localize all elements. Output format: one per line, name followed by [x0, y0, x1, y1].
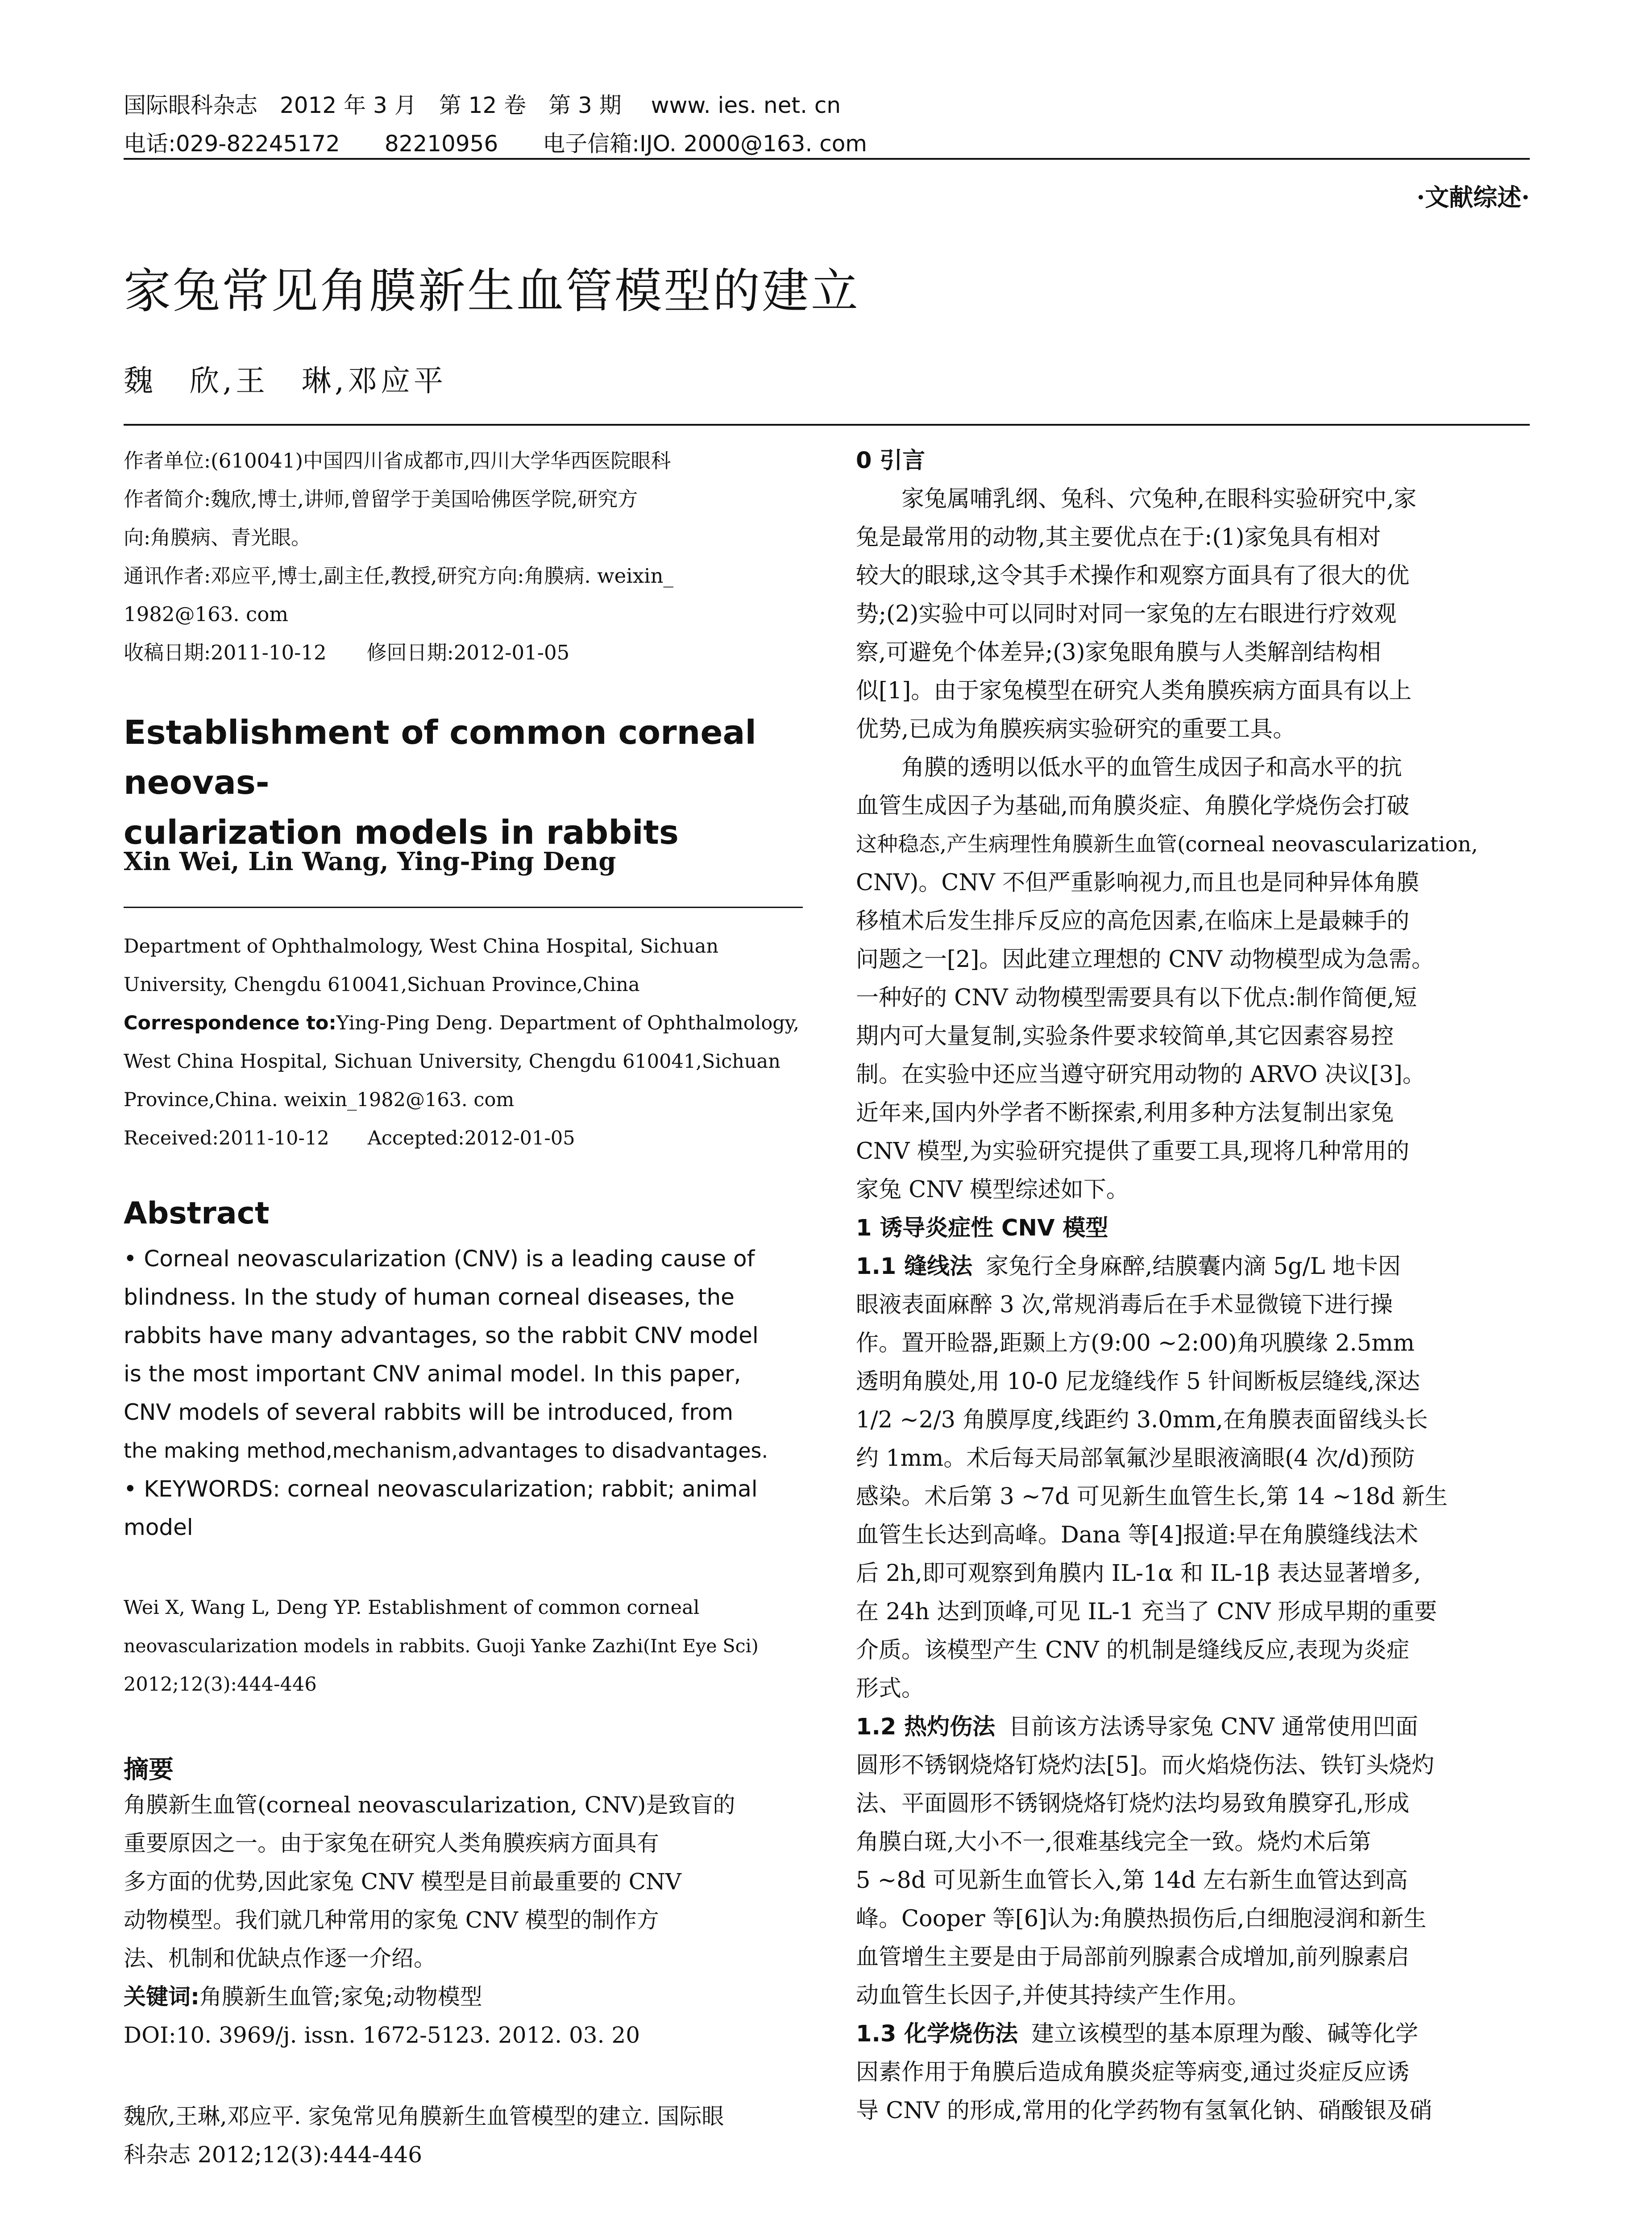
header-rule — [124, 158, 1530, 160]
english-title — [124, 708, 803, 858]
dept-line: University, Chengdu 610041,Sichuan Province,China — [124, 974, 640, 996]
citation-line: neovascularization models in rabbits. Guoji Yanke Zazhi(Int Eye Sci) — [124, 1635, 759, 1657]
dept-line: West China Hospital, Sichuan University, Chengdu 610041,Sichuan — [124, 1050, 780, 1073]
body-line: 血管生成因子为基础,而角膜炎症、角膜化学烧伤会打破 — [856, 793, 1410, 819]
body-line: 势;(2)实验中可以同时对同一家兔的左右眼进行疗效观 — [856, 601, 1397, 627]
chinese-abstract-heading: 摘要 — [124, 1755, 174, 1784]
body-line: 形式。 — [856, 1675, 925, 1702]
body-line: 法、平面圆形不锈钢烧烙钉烧灼法均易致角膜穿孔,形成 — [856, 1791, 1410, 1817]
english-title-line: cularization models in rabbits — [124, 813, 679, 852]
body-line: 制。在实验中还应当遵守研究用动物的 ARVO 决议[3]。 — [856, 1062, 1425, 1088]
chinese-abstract-body — [124, 1786, 803, 2054]
citation-line: 2012;12(3):444-446 — [124, 1673, 317, 1696]
section-heading-intro: 0 引言 — [856, 448, 926, 474]
body-line: 这种稳态,产生病理性角膜新生血管(corneal neovascularization, — [856, 832, 1478, 857]
english-title-line: Establishment of common corneal neovas- — [124, 713, 756, 802]
abstract-body — [124, 1240, 803, 1547]
doi-line: DOI:10. 3969/j. issn. 1672-5123. 2012. 03. 20 — [124, 2022, 640, 2048]
section-label: ·文献综述· — [1416, 183, 1530, 211]
abstract-line: rabbits have many advantages, so the rabbit CNV model — [124, 1323, 759, 1348]
abstract-line: the making method,mechanism,advantages to disadvantages. — [124, 1439, 768, 1463]
page-title: 家兔常见角膜新生血管模型的建立 — [124, 264, 860, 319]
body-line-text: 建立该模型的基本原理为酸、碱等化学 — [1031, 2021, 1419, 2047]
body-line: 感染。术后第 3 ~7d 可见新生血管生长,第 14 ~18d 新生 — [856, 1484, 1448, 1510]
body-line: 因素作用于角膜后造成角膜炎症等病变,通过炎症反应诱 — [856, 2059, 1410, 2086]
subsection-heading-1-1: 1.1 缝线法 — [856, 1253, 973, 1280]
zh-abstract-line: 重要原因之一。由于家兔在研究人类角膜疾病方面具有 — [124, 1830, 659, 1856]
subsection-heading-1-2: 1.2 热灼伤法 — [856, 1714, 996, 1740]
abstract-line: CNV models of several rabbits will be introduced, from — [124, 1399, 734, 1425]
keywords-text: 角膜新生血管;家兔;动物模型 — [199, 1984, 482, 2010]
body-line: 眼液表面麻醉 3 次,常规消毒后在手术显微镜下进行操 — [856, 1292, 1393, 1318]
zh-abstract-line: 角膜新生血管(corneal neovascularization, CNV)是致盲的 — [124, 1792, 735, 1818]
body-line: 在 24h 达到顶峰,可见 IL-1 充当了 CNV 形成早期的重要 — [856, 1599, 1437, 1625]
english-authors-rule — [124, 907, 803, 908]
body-line: 角膜的透明以低水平的血管生成因子和高水平的抗 — [901, 755, 1403, 781]
body-line: 较大的眼球,这令其手术操作和观察方面具有了很大的优 — [856, 563, 1410, 589]
keywords-line — [124, 1978, 803, 2016]
body-line: 透明角膜处,用 10-0 尼龙缝线作 5 针间断板层缝线,深达 — [856, 1368, 1420, 1395]
journal-info-line: 国际眼科杂志 2012 年 3 月 第 12 卷 第 3 期 www. ies. net. cn — [124, 92, 841, 118]
received-dates: Received:2011-10-12 Accepted:2012-01-05 — [124, 1127, 575, 1149]
abstract-line: • KEYWORDS: corneal neovascularization; rabbit; animal — [124, 1476, 758, 1502]
citation-line: Wei X, Wang L, Deng YP. Establishment of common corneal — [124, 1597, 700, 1619]
abstract-line: blindness. In the study of human corneal diseases, the — [124, 1284, 735, 1310]
authors: 魏 欣,王 琳,邓应平 — [124, 364, 447, 398]
abstract-line: • Corneal neovascularization (CNV) is a leading cause of — [124, 1246, 755, 1272]
section-heading-1: 1 诱导炎症性 CNV 模型 — [856, 1215, 1108, 1241]
author-meta — [124, 442, 803, 672]
body-line: 察,可避免个体差异;(3)家兔眼角膜与人类解剖结构相 — [856, 639, 1381, 666]
body-line — [856, 1708, 1530, 1746]
english-citation — [124, 1588, 803, 1704]
body-line: 一种好的 CNV 动物模型需要具有以下优点:制作简便,短 — [856, 985, 1417, 1011]
body-line: CNV 模型,为实验研究提供了重要工具,现将几种常用的 — [856, 1138, 1410, 1165]
body-line: 血管生长达到高峰。Dana 等[4]报道:早在角膜缝线法术 — [856, 1522, 1419, 1548]
body-line: 问题之一[2]。因此建立理想的 CNV 动物模型成为急需。 — [856, 946, 1435, 973]
contact-info-line: 电话:029-82245172 82210956 电子信箱:IJO. 2000@163. com — [124, 131, 868, 157]
body-line: 导 CNV 的形成,常用的化学药物有氢氧化钠、硝酸银及硝 — [856, 2098, 1432, 2124]
body-line: 峰。Cooper 等[6]认为:角膜热损伤后,白细胞浸润和新生 — [856, 1906, 1427, 1932]
zh-abstract-line: 法、机制和优缺点作逐一介绍。 — [124, 1945, 436, 1971]
zh-abstract-line: 动物模型。我们就几种常用的家兔 CNV 模型的制作方 — [124, 1907, 659, 1933]
zh-abstract-line: 多方面的优势,因此家兔 CNV 模型是目前最重要的 CNV — [124, 1869, 681, 1895]
body-line: 圆形不锈钢烧烙钉烧灼法[5]。而火焰烧伤法、铁钉头烧灼 — [856, 1752, 1435, 1779]
body-line: 家兔属哺乳纲、兔科、穴兔种,在眼科实验研究中,家 — [901, 486, 1417, 512]
body-line: 期内可大量复制,实验条件要求较简单,其它因素容易控 — [856, 1023, 1394, 1049]
abstract-line: model — [124, 1514, 193, 1540]
body-line: 介质。该模型产生 CNV 的机制是缝线反应,表现为炎症 — [856, 1637, 1410, 1663]
body-line: 似[1]。由于家兔模型在研究人类角膜疾病方面具有以上 — [856, 678, 1412, 704]
title-rule — [124, 424, 1530, 426]
body-line: 移植术后发生排斥反应的高危因素,在临床上是最棘手的 — [856, 908, 1410, 934]
zh-cite-line: 科杂志 2012;12(3):444-446 — [124, 2142, 423, 2168]
meta-line: 作者简介:魏欣,博士,讲师,曾留学于美国哈佛医学院,研究方 — [124, 487, 638, 511]
correspondence-label: Correspondence to: — [124, 1012, 336, 1034]
abstract-section — [124, 1196, 803, 1231]
body-line: CNV)。CNV 不但严重影响视力,而且也是同种异体角膜 — [856, 870, 1420, 896]
body-line — [856, 1248, 1530, 1286]
body-line: 血管增生主要是由于局部前列腺素合成增加,前列腺素启 — [856, 1944, 1410, 1970]
body-line: 约 1mm。术后每天局部氧氟沙星眼液滴眼(4 次/d)预防 — [856, 1445, 1415, 1472]
correspondence-line — [124, 1004, 803, 1042]
affiliation-block — [124, 927, 803, 1157]
body-line: 近年来,国内外学者不断探索,利用多种方法复制出家兔 — [856, 1100, 1394, 1126]
body-line: 后 2h,即可观察到角膜内 IL-1α 和 IL-1β 表达显著增多, — [856, 1560, 1421, 1587]
body-line: 兔是最常用的动物,其主要优点在于:(1)家兔具有相对 — [856, 524, 1381, 551]
english-authors: Xin Wei, Lin Wang, Ying-Ping Deng — [124, 847, 616, 876]
body-line: 角膜白斑,大小不一,很难基线完全一致。烧灼术后第 — [856, 1829, 1371, 1855]
correspondence-text: Ying-Ping Deng. Department of Ophthalmology, — [336, 1012, 800, 1034]
body-line: 家兔 CNV 模型综述如下。 — [856, 1177, 1129, 1203]
meta-line: 通讯作者:邓应平,博士,副主任,教授,研究方向:角膜病. weixin_ — [124, 564, 673, 588]
meta-line: 向:角膜病、青光眼。 — [124, 526, 311, 549]
meta-line: 1982@163. com — [124, 602, 288, 626]
body-line — [856, 2015, 1530, 2053]
keywords-label: 关键词: — [124, 1984, 199, 2010]
dept-line: Province,China. weixin_1982@163. com — [124, 1089, 515, 1111]
abstract-line: is the most important CNV animal model. In this paper, — [124, 1361, 741, 1387]
chinese-abstract-heading-wrap — [124, 1750, 803, 1786]
meta-line: 收稿日期:2011-10-12 修回日期:2012-01-05 — [124, 641, 570, 664]
body-text — [856, 442, 1530, 2130]
chinese-citation — [124, 2097, 803, 2174]
body-line: 1/2 ~2/3 角膜厚度,线距约 3.0mm,在角膜表面留线头长 — [856, 1407, 1428, 1433]
body-line: 作。置开睑器,距颞上方(9:00 ~2:00)角巩膜缘 2.5mm — [856, 1330, 1415, 1356]
body-line-text: 家兔行全身麻醉,结膜囊内滴 5g/L 地卡因 — [986, 1253, 1401, 1280]
abstract-heading: Abstract — [124, 1196, 270, 1231]
meta-line: 作者单位:(610041)中国四川省成都市,四川大学华西医院眼科 — [124, 449, 671, 473]
subsection-heading-1-3: 1.3 化学烧伤法 — [856, 2021, 1018, 2047]
zh-cite-line: 魏欣,王琳,邓应平. 家兔常见角膜新生血管模型的建立. 国际眼 — [124, 2103, 724, 2129]
body-line: 优势,已成为角膜疾病实验研究的重要工具。 — [856, 716, 1296, 742]
dept-line: Department of Ophthalmology, West China Hospital, Sichuan — [124, 935, 719, 958]
body-line: 动血管生长因子,并使其持续产生作用。 — [856, 1982, 1250, 2009]
body-line-text: 目前该方法诱导家兔 CNV 通常使用凹面 — [1009, 1714, 1419, 1740]
body-line: 5 ~8d 可见新生血管长入,第 14d 左右新生血管达到高 — [856, 1867, 1408, 1894]
